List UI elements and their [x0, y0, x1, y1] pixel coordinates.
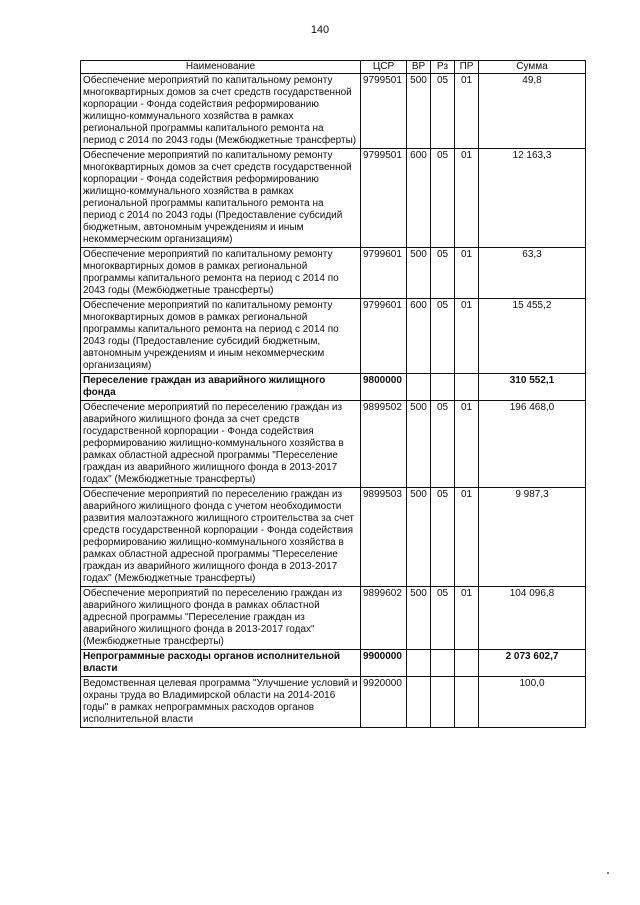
row-sum: 63,3 — [479, 248, 586, 299]
page-number: 140 — [310, 24, 330, 36]
row-rz: 05 — [431, 299, 455, 374]
row-sum: 310 552,1 — [479, 374, 586, 401]
table-row — [81, 677, 586, 728]
row-name: Обеспечение мероприятий по капитальному ремонту многоквартирных домов за счет средств государственной корпорации - Фонда содействия реформированию жилищно-коммунального хозяйства в рамках региональной программы капитального ремонта на период с 2014 по 2043 годы (Межбюджетные трансферты) — [81, 74, 361, 149]
row-sum: 12 163,3 — [479, 149, 586, 248]
row-pr: 01 — [455, 299, 479, 374]
row-sum: 100,0 — [479, 677, 586, 728]
row-name: Обеспечение мероприятий по капитальному ремонту многоквартирных домов в рамках региональной программы капитального ремонта на период с 2014 по 2043 годы (Межбюджетные трансферты) — [81, 248, 361, 299]
row-csr: 9799601 — [361, 248, 407, 299]
header-name: Наименование — [81, 61, 361, 74]
row-csr: 9899503 — [361, 488, 407, 587]
row-pr — [455, 650, 479, 677]
row-name: Обеспечение мероприятий по капитальному ремонту многоквартирных домов за счет средств государственной корпорации - Фонда содействия реформированию жилищно-коммунального хозяйства в рамках региональной программы капитального ремонта на период с 2014 по 2043 годы (Предоставление субсидий бюджетным, автономным учреждениям и иным некоммерческим организациям) — [81, 149, 361, 248]
row-sum: 2 073 602,7 — [479, 650, 586, 677]
row-vr: 500 — [407, 248, 431, 299]
row-pr: 01 — [455, 248, 479, 299]
table-row — [81, 74, 586, 149]
row-csr: 9920000 — [361, 677, 407, 728]
row-csr: 9799601 — [361, 299, 407, 374]
row-rz — [431, 374, 455, 401]
header-vr: ВР — [407, 61, 431, 74]
row-pr: 01 — [455, 401, 479, 488]
row-vr: 600 — [407, 299, 431, 374]
table-header-row — [81, 61, 586, 74]
row-rz: 05 — [431, 488, 455, 587]
header-rz: Рз — [431, 61, 455, 74]
row-csr: 9899502 — [361, 401, 407, 488]
row-sum: 49,8 — [479, 74, 586, 149]
table-row — [81, 401, 586, 488]
row-pr: 01 — [455, 149, 479, 248]
row-pr: 01 — [455, 74, 479, 149]
row-name: Переселение граждан из аварийного жилищного фонда — [81, 374, 361, 401]
budget-table — [80, 60, 586, 728]
row-name: Обеспечение мероприятий по переселению граждан из аварийного жилищного фонда за счет средств государственной корпорации - Фонда содействия реформированию жилищно-коммунального хозяйства в рамках областной адресной программы "Переселение граждан из аварийного жилищного фонда в 2013-2017 годах" (Межбюджетные трансферты) — [81, 401, 361, 488]
table-row — [81, 248, 586, 299]
header-pr: ПР — [455, 61, 479, 74]
header-csr: ЦСР — [361, 61, 407, 74]
row-sum: 9 987,3 — [479, 488, 586, 587]
row-pr — [455, 374, 479, 401]
row-pr: 01 — [455, 587, 479, 650]
row-pr: 01 — [455, 488, 479, 587]
row-name: Обеспечение мероприятий по переселению граждан из аварийного жилищного фонда с учетом необходимости развития малоэтажного жилищного строительства за счет средств государственной корпорации - Фонда содействия реформированию жилищно-коммунального хозяйства в рамках областной адресной программы "Переселение граждан из аварийного жилищного фонда в 2013-2017 годах" (Межбюджетные трансферты) — [81, 488, 361, 587]
scan-speck — [607, 872, 609, 874]
row-name: Обеспечение мероприятий по переселению граждан из аварийного жилищного фонда в рамках областной адресной программы "Переселение граждан из аварийного жилищного фонда в 2013-2017 годах" (Межбюджетные трансферты) — [81, 587, 361, 650]
row-sum: 196 468,0 — [479, 401, 586, 488]
row-vr: 500 — [407, 488, 431, 587]
row-sum: 15 455,2 — [479, 299, 586, 374]
table-row — [81, 299, 586, 374]
row-vr — [407, 374, 431, 401]
header-sum: Сумма — [479, 61, 586, 74]
row-sum: 104 096,8 — [479, 587, 586, 650]
row-csr: 9899602 — [361, 587, 407, 650]
row-vr — [407, 650, 431, 677]
row-rz: 05 — [431, 74, 455, 149]
table-row — [81, 149, 586, 248]
row-name: Обеспечение мероприятий по капитальному ремонту многоквартирных домов в рамках региональной программы капитального ремонта на период с 2014 по 2043 годы (Предоставление субсидий бюджетным, автономным учреждениям и иным некоммерческим организациям) — [81, 299, 361, 374]
row-rz: 05 — [431, 248, 455, 299]
row-pr — [455, 677, 479, 728]
row-vr: 600 — [407, 149, 431, 248]
table-row-section — [81, 650, 586, 677]
row-csr: 9799501 — [361, 149, 407, 248]
row-rz: 05 — [431, 149, 455, 248]
row-rz — [431, 677, 455, 728]
row-vr: 500 — [407, 401, 431, 488]
row-vr — [407, 677, 431, 728]
row-vr: 500 — [407, 74, 431, 149]
row-rz: 05 — [431, 587, 455, 650]
row-rz — [431, 650, 455, 677]
row-name: Ведомственная целевая программа "Улучшение условий и охраны труда во Владимирской области на 2014-2016 годы" в рамках непрограммных расходов органов исполнительной власти — [81, 677, 361, 728]
row-csr: 9900000 — [361, 650, 407, 677]
row-vr: 500 — [407, 587, 431, 650]
row-name: Непрограммные расходы органов исполнительной власти — [81, 650, 361, 677]
row-rz: 05 — [431, 401, 455, 488]
table-row — [81, 587, 586, 650]
table-row-section — [81, 374, 586, 401]
row-csr: 9799501 — [361, 74, 407, 149]
row-csr: 9800000 — [361, 374, 407, 401]
table-row — [81, 488, 586, 587]
